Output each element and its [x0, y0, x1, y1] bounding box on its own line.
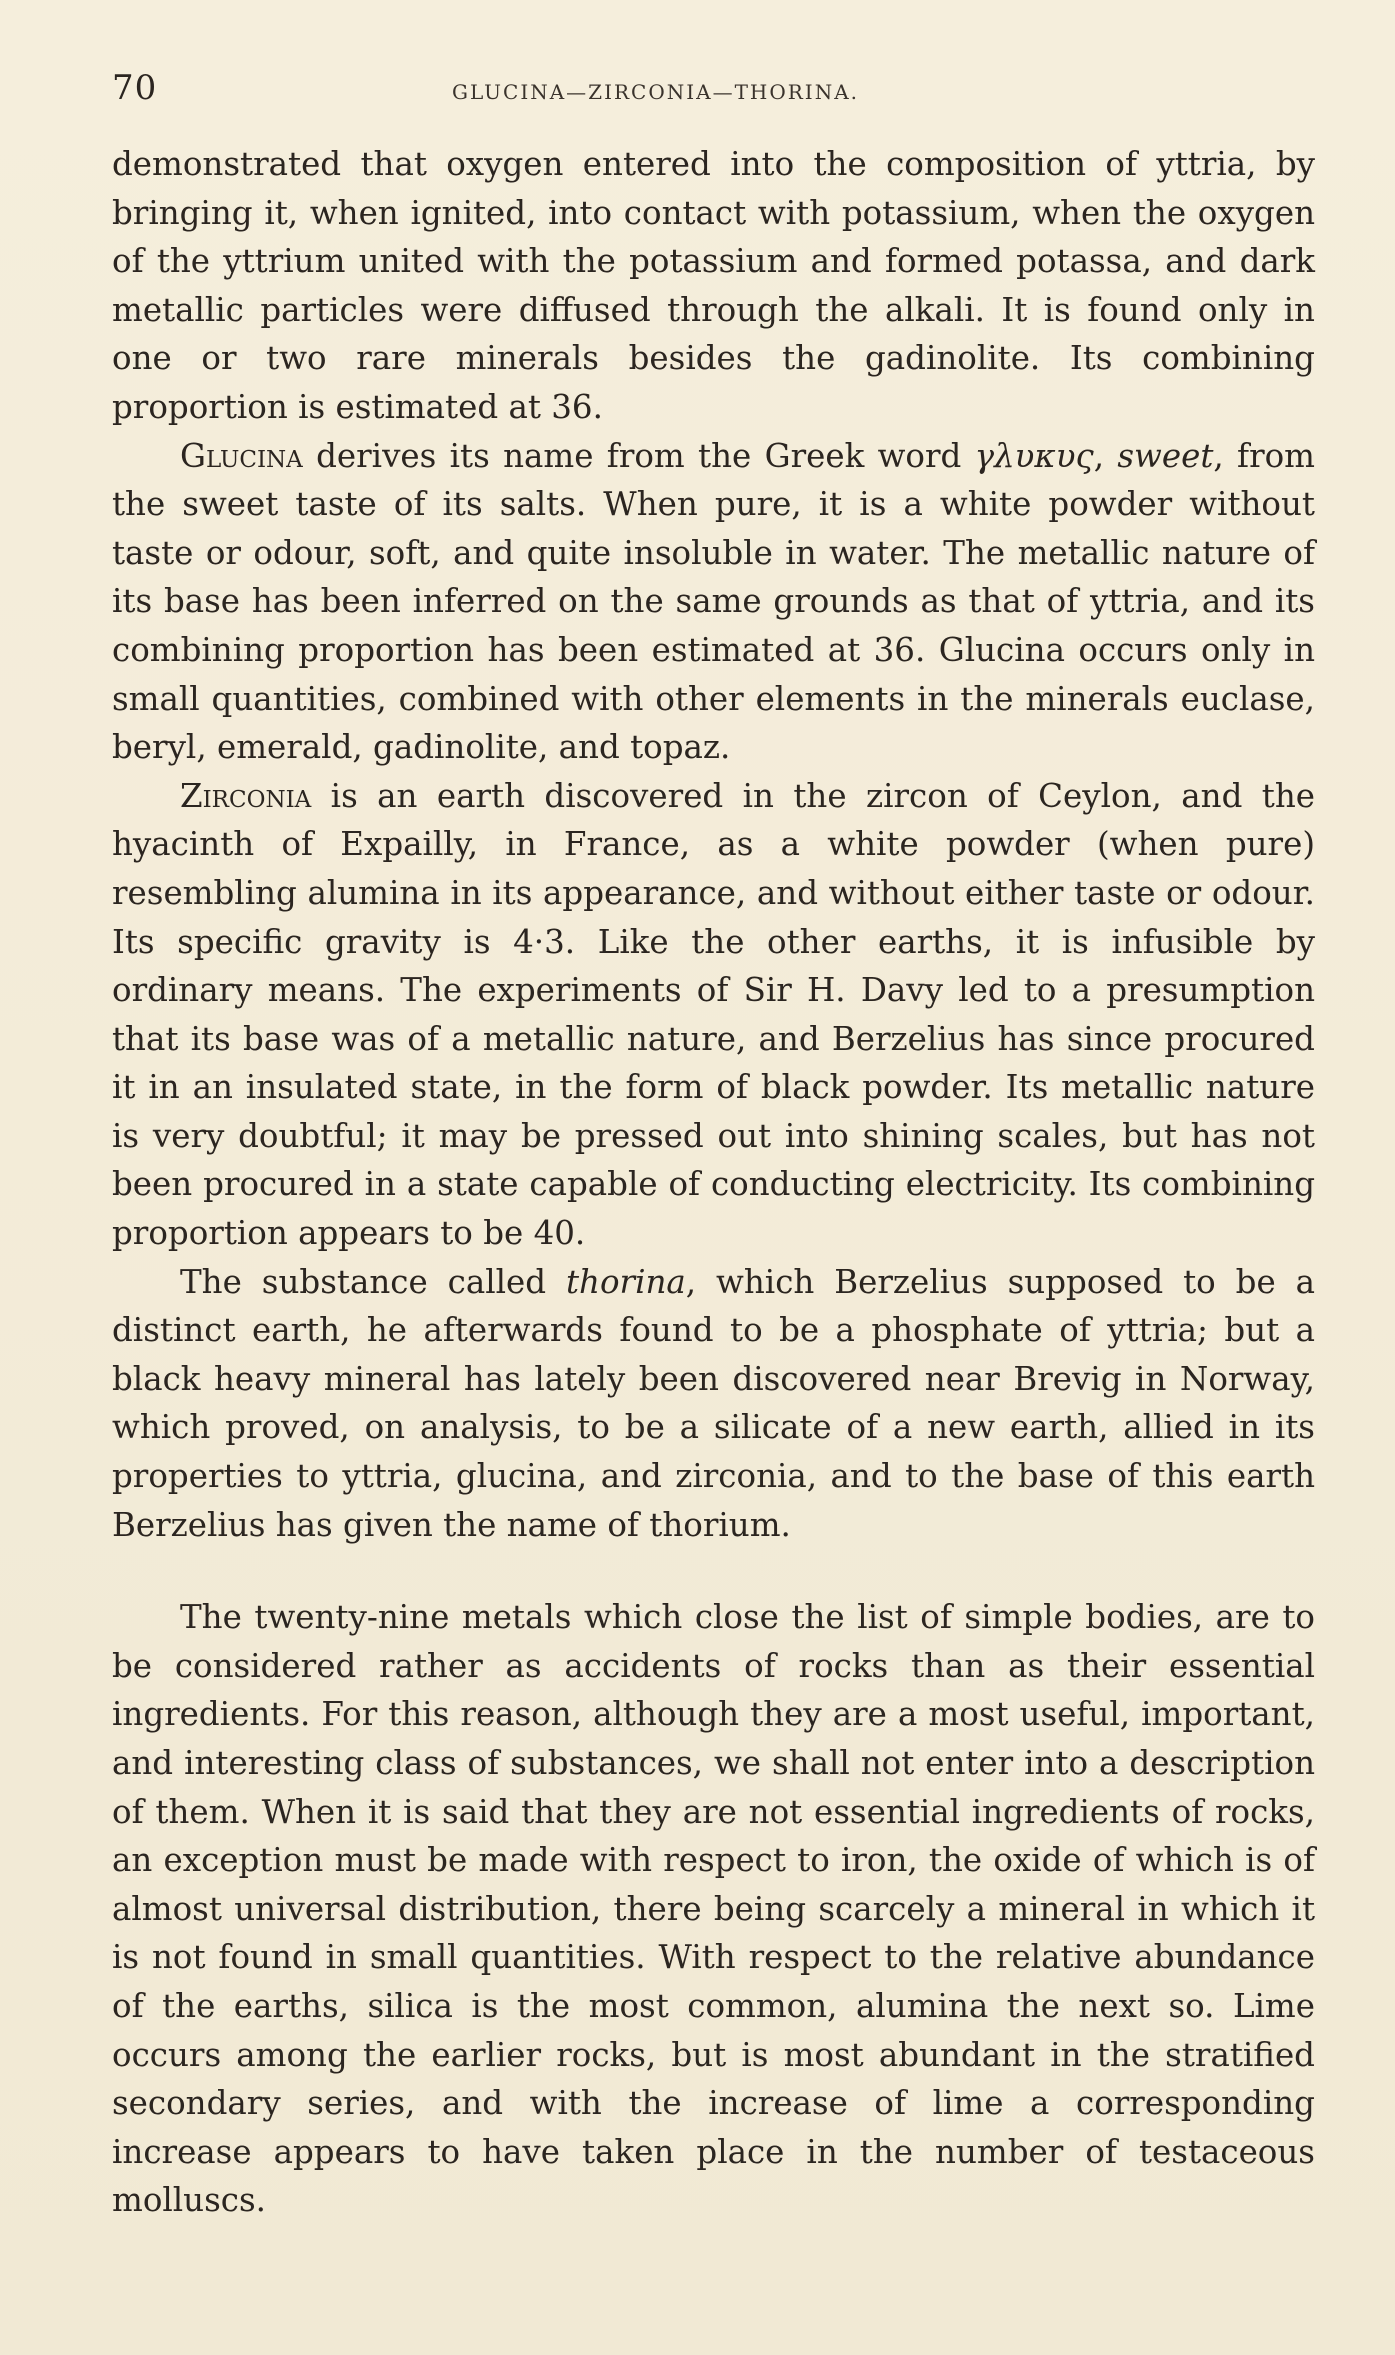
term-glucina: Glucina	[180, 436, 303, 475]
paragraph-metals: The twenty-nine metals which close the list of simple bodies, are to be considered rather as accidents of rocks than as their essential ingredients. For this reason, although they are a most useful, important, and interesting class of substances, we shall not enter into a description of them. When it is said that they are not essential ingredients of rocks, an exception must be made with respect to iron, the oxide of which is of almost universal distribution, there being scarcely a mineral in which it is not found in small quantities. With respect to the relative abundance of the earths, silica is the most common, alumina the next so. Lime occurs among the earlier rocks, but is most abundant in the stratified secondary series, and with the increase of lime a corresponding increase appears to have taken place in the number of testaceous molluscs.	[112, 1598, 1315, 2220]
glucina-text-a: derives its name from the Greek word	[302, 436, 975, 475]
section-gap	[112, 1549, 1315, 1593]
page-number: 70	[112, 68, 158, 108]
term-zirconia: Zirconia	[180, 776, 312, 815]
paragraph-zirconia	[112, 772, 1315, 1258]
glucina-text-c: , from the sweet taste of its salts. When pure, it is a white powder without taste or odour, soft, and quite insoluble in water. The metallic nature of its base has been inferred on the same grounds as that of yttria, and its combining proportion has been estimated at 36. Glucina occurs only in small quantities, combined with other elements in the minerals euclase, beryl, emerald, gadinolite, and topaz.	[112, 436, 1315, 767]
thorina-text-b: , which Berzelius supposed to be a distinct earth, he afterwards found to be a phosphate of yttria; but a black heavy mineral has lately been discovered near Brevig in Norway, which proved, on analysis, to be a silicate of a new earth, allied in its properties to yttria, glucina, and zirconia, and to the base of this earth Berzelius has given the name of thorium.	[112, 1262, 1316, 1544]
greek-word: γλυκυς	[974, 436, 1094, 475]
page-header	[112, 68, 1315, 120]
zirconia-text: is an earth discovered in the zircon of Ceylon, and the hyacinth of Expailly, in France, as a white powder (when pure) resembling alumina in its appearance, and without either taste or odour. Its specific gravity is 4·3. Like the other earths, it is infusible by ordinary means. The experiments of Sir H. Davy led to a presumption that its base was of a metallic nature, and Berzelius has since procured it in an insulated state, in the form of black powder. Its metallic nature is very doubtful; it may be pressed out into shining scales, but has not been procured in a state capable of conducting electricity. Its combining proportion appears to be 40.	[112, 776, 1315, 1253]
paragraph-yttria-continued: demonstrated that oxygen entered into the composition of yttria, by bringing it, when ignited, into contact with potassium, when the oxygen of the yttrium united with the potassium and formed potassa, and dark metallic particles were diffused through the alkali. It is found only in one or two rare minerals besides the gadinolite. Its combining proportion is estimated at 36.	[112, 145, 1315, 426]
paragraph-thorina	[112, 1258, 1315, 1550]
glucina-text-b: ,	[1093, 436, 1118, 475]
running-title: GLUCINA—ZIRCONIA—THORINA.	[452, 80, 860, 104]
thorina-text-a: The substance called	[180, 1262, 566, 1301]
greek-gloss: sweet	[1117, 436, 1214, 475]
term-thorina: thorina	[565, 1262, 686, 1301]
paragraph-glucina	[112, 432, 1315, 772]
